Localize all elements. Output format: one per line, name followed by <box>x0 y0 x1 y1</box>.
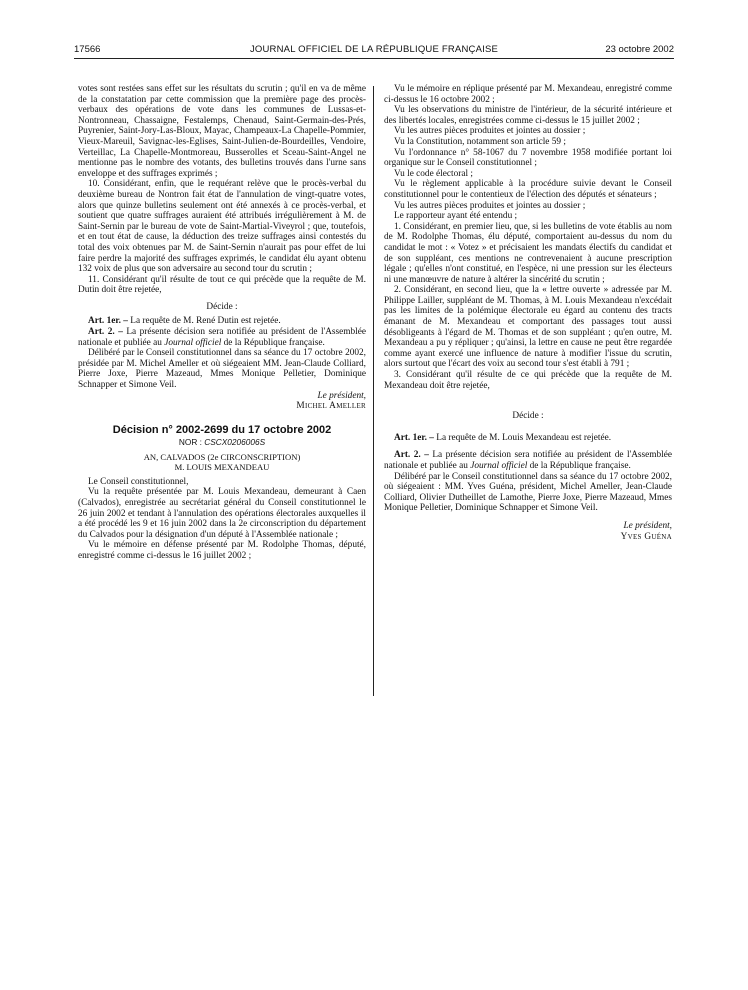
vu-observations-ministre: Vu les observations du ministre de l'intérieur, de la sécurité intérieure et des libertés locales, enregistrées comme ci-dessus le 15 juillet 2002 ; <box>384 105 672 126</box>
issue-date: 23 octobre 2002 <box>605 44 674 55</box>
article-2 <box>78 327 366 348</box>
rapporteur-line: Le rapporteur ayant été entendu ; <box>394 211 518 222</box>
journal-officiel-mention: Journal officiel <box>164 337 222 348</box>
vu-memoire-replique: Vu le mémoire en réplique présenté par M. Mexandeau, enregistré comme ci-dessus le 16 octobre 2002 ; <box>384 84 672 105</box>
nor-reference <box>78 437 366 448</box>
article-2-text-a: La présente décision sera notifiée au président de l'Assemblée nationale et publiée au <box>384 450 672 471</box>
decide-heading: Décide : <box>206 301 238 312</box>
article-2-text-b: de la République française. <box>527 461 631 471</box>
decide-heading: Décide : <box>512 411 544 422</box>
nor-label: NOR : <box>178 436 205 447</box>
vu-autres-pieces-1: Vu les autres pièces produites et jointes au dossier ; <box>394 126 586 137</box>
paragraph-considerant-1: 1. Considérant, en premier lieu, que, si les bulletins de vote établis au nom de M. Rodolphe Thomas, élu député, comportaient au-dessus du nom du candidat le mot : « Votez » et précisaient les mandats électifs du candidat et de son suppléant, ces mentions ne contrevenaient à aucune prescription légale ; qu'elles n'ont constitué, en l'espèce, ni une pression sur les électeurs ni une manœuvre de nature à altérer la sincérité du scrutin ; <box>384 221 672 285</box>
paragraph-considerant-3: 3. Considérant qu'il résulte de ce qui précède que la requête de M. Mexandeau doit être rejetée, <box>384 370 672 391</box>
page-header <box>74 44 674 58</box>
paragraph-considerant-2: 2. Considérant, en second lieu, que la « lettre ouverte » adressée par M. Philippe Lailler, suppléant de M. Thomas, à M. Louis Mexandeau n'excédait pas les limites de la polémique électorale eu égard au contenu des tracts émanant de M. Mexandeau et comportant des passages tout aussi désobligeants à l'égard de M. Thomas et de son suppléant ; qu'en outre, M. Mexandeau a pu y répliquer ; qu'ainsi, la lettre en cause ne peut être regardée comme ayant exercé une influence de nature à modifier l'issue du scrutin, alors surtout que l'écart des voix au second tour s'est établi à 791 ; <box>384 285 672 370</box>
vu-memoire-defense: Vu le mémoire en défense présenté par M. Rodolphe Thomas, député, enregistré comme ci-dessus le 16 juillet 2002 ; <box>78 540 366 561</box>
vu-ordonnance: Vu l'ordonnance n° 58-1067 du 7 novembre 1958 modifiée portant loi organique sur le Conseil constitutionnel ; <box>384 147 672 169</box>
paragraph-considerant-11: 11. Considérant qu'il résulte de tout ce qui précède que la requête de M. Dutin doit être rejetée, <box>78 274 366 296</box>
vu-reglement: Vu le règlement applicable à la procédure suivie devant le Conseil constitutionnel pour le contentieux de l'élection des députés et sénateurs ; <box>384 179 672 200</box>
paragraph-considerant-10: 10. Considérant, enfin, que le requérant relève que le procès-verbal du deuxième bureau de Nontron fait état de l'annulation de vingt-quatre votes, alors que quinze bulletins seulement ont été annexés à ce procès-verbal, et soutient que quatre suffrages auraient été attribués irrégulièrement à M. de Saint-Sernin par le bureau de vote de Saint-Martial-Viveyrol ; que, toutefois, et en tout état de cause, la déduction des treize suffrages ainsi contestés du total des voix obtenues par M. de Saint-Sernin n'aurait pas pour effet de lui faire perdre la majorité des suffrages exprimés, le candidat élu ayant obtenu 132 voix de plus que son adversaire au second tour du scrutin ; <box>78 179 366 275</box>
left-column <box>78 84 366 562</box>
right-column <box>384 84 672 542</box>
article-2-label: Art. 2. – <box>394 450 429 461</box>
vu-requete: Vu la requête présentée par M. Louis Mexandeau, demeurant à Caen (Calvados), enregistrée au secrétariat général du Conseil constitutionnel le 26 juin 2002 et tendant à l'annulation des opérations électorales auxquelles il a été procédé les 9 et 16 juin 2002 dans la 2e circonscription du département du Calvados pour la désignation d'un député à l'Assemblée nationale ; <box>78 487 366 540</box>
article-1-text: La requête de M. Louis Mexandeau est rejetée. <box>436 432 612 443</box>
nor-code: CSCX0206006S <box>204 436 266 447</box>
article-2-label: Art. 2. – <box>88 327 123 338</box>
decision-subtitle-district: AN, CALVADOS (2e CIRCONSCRIPTION) <box>143 451 301 462</box>
decision-title: Décision n° 2002-2699 du 17 octobre 2002 <box>112 423 332 436</box>
signature-label: Le président, <box>623 520 672 531</box>
article-1 <box>384 433 672 444</box>
header-rule <box>74 58 674 59</box>
article-2-text-b: de la République française. <box>221 337 325 348</box>
article-1 <box>78 316 366 327</box>
signature-name: Yves Guéna <box>620 531 672 542</box>
vu-constitution: Vu la Constitution, notamment son article 59 ; <box>394 136 566 147</box>
journal-officiel-mention: Journal officiel <box>470 461 528 471</box>
deliberation-paragraph: Délibéré par le Conseil constitutionnel dans sa séance du 17 octobre 2002, présidée par M. Michel Ameller et où siégeaient MM. Jean-Claude Colliard, Pierre Joxe, Pierre Mazeaud, Mmes Monique Pelletier, Dominique Schnapper et Simone Veil. <box>78 348 366 391</box>
article-2 <box>384 450 672 471</box>
decision-subtitle-name: M. LOUIS MEXANDEAU <box>174 461 270 472</box>
page-number: 17566 <box>74 44 101 55</box>
article-1-label: Art. 1er. – <box>394 432 434 443</box>
vu-code-electoral: Vu le code électoral ; <box>394 168 473 179</box>
article-2-text-a: La présente décision sera notifiée au président de l'Assemblée nationale et publiée au <box>78 327 366 348</box>
article-1-label: Art. 1er. – <box>88 316 128 327</box>
vu-autres-pieces-2: Vu les autres pièces produites et jointes au dossier ; <box>394 200 586 211</box>
signature-name: Michel Ameller <box>296 401 366 412</box>
paragraph-continuation: votes sont restées sans effet sur les résultats du scrutin ; qu'il en va de même de la constatation par cette commission que la première page des procès-verbaux des opérations de vote dans les communes de Lussas-et-Nontronneau, Chassaigne, Festalemps, Chenaud, Saint-Germain-des-Prés, Puyrenier, Saint-Jory-Las-Bloux, Mayac, Champeaux-La Chapelle-Pommier, Vieux-Mareuil, Savignac-les-Eglises, Saint-Julien-de-Bourdeilles, Vendoire, Verteillac, La Chapelle-Montmoreau, Busserolles et Sceau-Saint-Angel ne mentionne pas le nombre des votants, des bulletins trouvés dans l'urne sans enveloppe et des suffrages exprimés ; <box>78 84 366 179</box>
deliberation-paragraph: Délibéré par le Conseil constitutionnel dans sa séance du 17 octobre 2002, où siégeaient : MM. Yves Guéna, président, Michel Ameller, Jean-Claude Colliard, Olivier Dutheillet de Lamothe, Pierre Joxe, Pierre Mazeaud, Mmes Monique Pelletier, Dominique Schnapper et Simone Veil. <box>384 471 672 514</box>
conseil-heading: Le Conseil constitutionnel, <box>88 476 189 487</box>
article-1-text: La requête de M. René Dutin est rejetée. <box>130 316 281 327</box>
column-divider <box>373 86 374 696</box>
signature-label: Le président, <box>317 390 366 401</box>
journal-title: JOURNAL OFFICIEL DE LA RÉPUBLIQUE FRANÇAISE <box>249 44 499 55</box>
